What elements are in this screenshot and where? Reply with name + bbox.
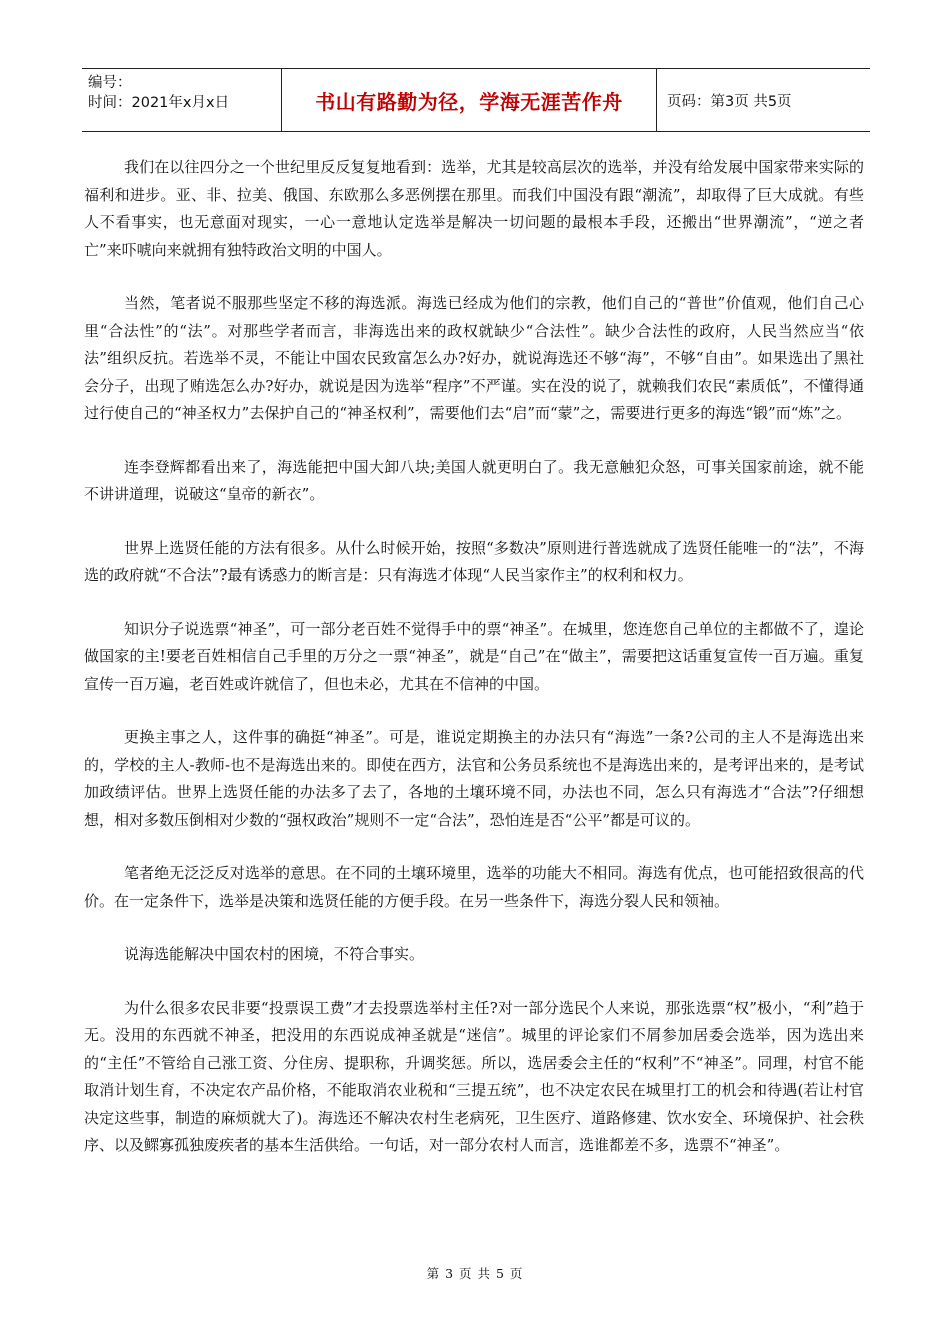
paragraph: 笔者绝无泛泛反对选举的意思。在不同的土壤环境里，选举的功能大不相同。海选有优点，也可能招致很高的代价。在一定条件下，选举是决策和选贤任能的方便手段。在另一些条件下，海选分裂人民和领袖。 xyxy=(84,864,864,910)
page-footer xyxy=(0,1264,950,1282)
footer-page-number: 第 3 页 共 5 页 xyxy=(426,1266,524,1281)
header-page-cell xyxy=(657,69,870,131)
paragraph: 为什么很多农民非要“投票误工费”才去投票选举村主任?对一部分选民个人来说，那张选票“权”极小，“利”趋于无。没用的东西就不神圣，把没用的东西说成神圣就是“迷信”。城里的评论家们不屑参加居委会选举，因为选出来的“主任”不管给自己涨工资、分住房、提职称，升调奖惩。所以，选居委会主任的“权利”不“神圣”。同理，村官不能取消计划生育，不决定农产品价格，不能取消农业税和“三提五统”，也不决定农民在城里打工的机会和待遇(若让村官决定这些事，制造的麻烦就大了)。海选还不解决农村生老病死，卫生医疗、道路修建、饮水安全、环境保护、社会秩序、以及鳏寡孤独废疾者的基本生活供给。一句话，对一部分农村人而言，选谁都差不多，选票不“神圣”。 xyxy=(84,998,864,1154)
document-body xyxy=(84,154,864,1186)
header-page-info: 页码：第3页 共5页 xyxy=(667,93,792,110)
document-code-label: 编号： xyxy=(88,75,132,91)
paragraph: 世界上选贤任能的方法有很多。从什么时候开始，按照“多数决”原则进行普选就成了选贤任能唯一的“法”，不海选的政府就“不合法”?最有诱惑力的断言是：只有海选才体现“人民当家作主”的权利和权力。 xyxy=(84,538,864,584)
document-date: 时间：2021年x月x日 xyxy=(88,95,230,111)
paragraph: 知识分子说选票“神圣”，可一部分老百姓不觉得手中的票“神圣”。在城里，您连您自己单位的主都做不了，遑论做国家的主!要老百姓相信自己手里的万分之一票“神圣”，就是“自己”在“做主”，需要把这话重复宣传一百万遍。重复宣传一百万遍，老百姓或许就信了，但也未必，尤其在不信神的中国。 xyxy=(84,619,864,693)
paragraph: 更换主事之人，这件事的确挺“神圣”。可是，谁说定期换主的办法只有“海选”一条?公司的主人不是海选出来的，学校的主人-教师-也不是海选出来的。即使在西方，法官和公务员系统也不是海选出来的，是考评出来的，是考试加政绩评估。世界上选贤任能的办法多了去了，各地的土壤环境不同，办法也不同，怎么只有海选才“合法”?仔细想想，相对多数压倒相对少数的“强权政治”规则不一定“合法”，恐怕连是否“公平”都是可议的。 xyxy=(84,728,864,829)
paragraph: 我们在以往四分之一个世纪里反反复复地看到：选举，尤其是较高层次的选举，并没有给发展中国家带来实际的福利和进步。亚、非、拉美、俄国、东欧那么多恶例摆在那里。而我们中国没有跟“潮流”，却取得了巨大成就。有些人不看事实，也无意面对现实，一心一意地认定选举是解决一切问题的最根本手段，还搬出“世界潮流”，“逆之者亡”来吓唬向来就拥有独特政治文明的中国人。 xyxy=(84,158,864,259)
paragraph: 当然，笔者说不服那些坚定不移的海选派。海选已经成为他们的宗教，他们自己的“普世”价值观，他们自己心里“合法性”的“法”。对那些学者而言，非海选出来的政权就缺少“合法性”。缺少合法性的政府，人民当然应当“依法”组织反抗。若选举不灵，不能让中国农民致富怎么办?好办，就说海选还不够“海”，不够“自由”。如果选出了黑社会分子，出现了贿选怎么办?好办，就说是因为选举“程序”不严谨。实在没的说了，就赖我们农民“素质低”，不懂得通过行使自己的“神圣权力”去保护自己的“神圣权利”，需要他们去“启”而“蒙”之，需要进行更多的海选“锻”而“炼”之。 xyxy=(84,294,864,422)
header-motto-cell xyxy=(282,69,657,131)
paragraph: 说海选能解决中国农村的困境，不符合事实。 xyxy=(124,945,425,963)
header-meta-cell xyxy=(82,69,282,131)
motto-text: 书山有路勤为径，学海无涯苦作舟 xyxy=(315,89,623,114)
paragraph: 连李登辉都看出来了，海选能把中国大卸八块;美国人就更明白了。我无意触犯众怒，可事关国家前途，就不能不讲讲道理，说破这“皇帝的新衣”。 xyxy=(84,457,864,503)
document-header xyxy=(82,68,870,132)
